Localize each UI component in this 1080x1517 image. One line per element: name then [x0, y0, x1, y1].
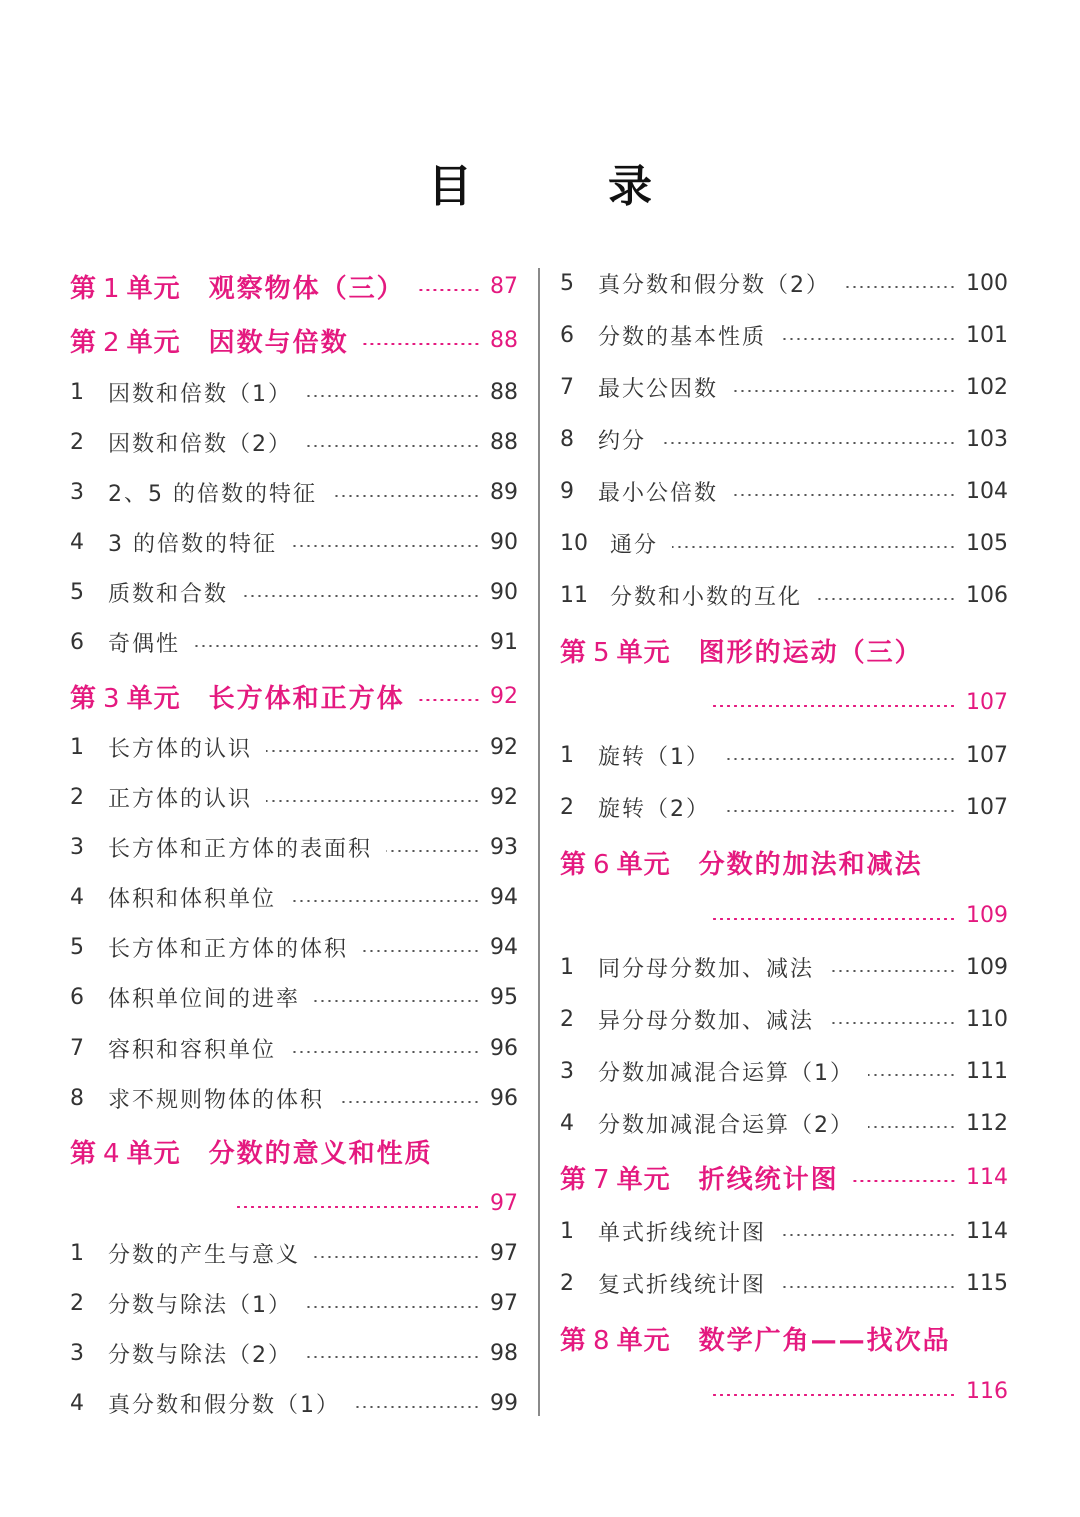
toc-unit-1[interactable] [70, 266, 518, 306]
page-number: 88 [490, 327, 518, 353]
toc-unit-2[interactable] [70, 320, 518, 360]
item-number: 2 [560, 1006, 574, 1032]
page-number: 97 [490, 1190, 518, 1216]
page-number: 96 [490, 1085, 518, 1111]
item-number: 9 [560, 478, 574, 504]
unit-title: 观察物体（三） [208, 273, 405, 304]
toc-item[interactable] [70, 777, 518, 817]
toc-item[interactable] [70, 727, 518, 767]
toc-item[interactable] [70, 1383, 518, 1423]
item-label: 质数和合数 [108, 581, 229, 607]
toc-unit-6[interactable] [560, 842, 1008, 882]
item-number: 5 [70, 934, 84, 960]
unit-title: 分数的意义和性质 [208, 1138, 433, 1169]
toc-item[interactable] [70, 877, 518, 917]
page-number: 114 [966, 1164, 1008, 1190]
toc-item[interactable] [560, 263, 1008, 303]
page-number: 90 [490, 579, 518, 605]
page-number: 104 [966, 478, 1008, 504]
page-number: 97 [490, 1290, 518, 1316]
item-number: 10 [560, 530, 588, 556]
item-label: 因数和倍数（2） [108, 431, 292, 457]
item-label: 真分数和假分数（2） [598, 272, 830, 298]
unit-number: 第 3 单元 [70, 683, 181, 714]
toc-item[interactable] [560, 575, 1008, 615]
toc-unit-4[interactable] [70, 1131, 518, 1171]
page-number: 97 [490, 1240, 518, 1266]
toc-item[interactable] [70, 1333, 518, 1373]
toc-unit-3[interactable] [70, 676, 518, 716]
page-number: 93 [490, 834, 518, 860]
item-number: 1 [560, 742, 574, 768]
page-number: 111 [966, 1058, 1008, 1084]
dot-leader [828, 970, 956, 972]
dot-leader [266, 750, 480, 752]
item-number: 5 [560, 270, 574, 296]
dot-leader [816, 598, 956, 600]
item-number: 1 [560, 1218, 574, 1244]
dot-leader [354, 1406, 480, 1408]
item-number: 3 [70, 834, 84, 860]
toc-item[interactable] [70, 1028, 518, 1068]
dot-leader [710, 705, 956, 707]
page-number: 101 [966, 322, 1008, 348]
toc-item[interactable] [560, 471, 1008, 511]
dot-leader [710, 1394, 956, 1396]
item-label: 长方体的认识 [108, 736, 253, 762]
page-title: 目 录 [428, 161, 698, 212]
item-number: 3 [560, 1058, 574, 1084]
page-number: 115 [966, 1270, 1008, 1296]
item-label: 分数加减混合运算（1） [598, 1060, 854, 1086]
dot-leader [290, 900, 480, 902]
unit-title: 长方体和正方体 [208, 683, 405, 714]
toc-item[interactable] [70, 572, 518, 612]
toc-item[interactable] [70, 472, 518, 512]
item-label: 求不规则物体的体积 [108, 1087, 325, 1113]
dot-leader [732, 390, 956, 392]
dot-leader [362, 950, 480, 952]
toc-item[interactable] [70, 977, 518, 1017]
dot-leader [724, 810, 956, 812]
item-number: 1 [70, 1240, 84, 1266]
toc-item[interactable] [560, 523, 1008, 563]
dot-leader [672, 546, 956, 548]
item-label: 复式折线统计图 [598, 1272, 767, 1298]
item-number: 7 [560, 374, 574, 400]
item-label: 3 的倍数的特征 [108, 531, 277, 557]
toc-item[interactable] [560, 999, 1008, 1039]
toc-item[interactable] [560, 315, 1008, 355]
page-number: 94 [490, 884, 518, 910]
item-label: 单式折线统计图 [598, 1220, 767, 1246]
toc-item[interactable] [560, 735, 1008, 775]
item-label: 同分母分数加、减法 [598, 956, 815, 982]
toc-unit-4-page[interactable] [70, 1183, 518, 1223]
unit-title: 数学广角——找次品 [698, 1325, 951, 1356]
item-label: 因数和倍数（1） [108, 381, 292, 407]
dot-leader [306, 1306, 480, 1308]
item-number: 2 [70, 784, 84, 810]
item-label: 长方体和正方体的体积 [108, 936, 349, 962]
dot-leader [868, 1126, 956, 1128]
page-number: 107 [966, 689, 1008, 715]
item-number: 4 [70, 884, 84, 910]
dot-leader [386, 850, 480, 852]
toc-item[interactable] [560, 367, 1008, 407]
page-number: 89 [490, 479, 518, 505]
toc-item[interactable] [560, 947, 1008, 987]
page-number: 95 [490, 984, 518, 1010]
item-label: 旋转（2） [598, 796, 710, 822]
column-divider [538, 268, 540, 1416]
dot-leader [780, 1286, 956, 1288]
item-number: 5 [70, 579, 84, 605]
unit-number: 第 8 单元 [560, 1325, 671, 1356]
unit-title: 因数与倍数 [208, 327, 349, 358]
dot-leader [853, 1180, 956, 1182]
page-number: 103 [966, 426, 1008, 452]
item-number: 1 [560, 954, 574, 980]
toc-item[interactable] [560, 1211, 1008, 1251]
page-number: 100 [966, 270, 1008, 296]
toc-item[interactable] [70, 1283, 518, 1323]
toc-item[interactable] [560, 1051, 1008, 1091]
dot-leader [306, 445, 480, 447]
dot-leader [314, 1256, 480, 1258]
item-label: 2、5 的倍数的特征 [108, 481, 317, 507]
dot-leader [828, 1022, 956, 1024]
toc-item[interactable] [70, 522, 518, 562]
item-number: 3 [70, 1340, 84, 1366]
page-number: 116 [966, 1378, 1008, 1404]
page-number: 87 [490, 273, 518, 299]
toc-item[interactable] [70, 422, 518, 462]
dot-leader [780, 338, 956, 340]
toc-item[interactable] [560, 1263, 1008, 1303]
item-number: 1 [70, 379, 84, 405]
item-label: 通分 [610, 532, 659, 558]
item-label: 分数和小数的互化 [610, 584, 803, 610]
item-label: 旋转（1） [598, 744, 710, 770]
item-number: 4 [560, 1110, 574, 1136]
page-number: 96 [490, 1035, 518, 1061]
item-number: 2 [70, 429, 84, 455]
dot-leader [780, 1234, 956, 1236]
dot-leader [338, 1101, 480, 1103]
page-number: 92 [490, 784, 518, 810]
toc-unit-6-page[interactable] [560, 895, 1008, 935]
toc-unit-7[interactable] [560, 1157, 1008, 1197]
page-number: 88 [490, 379, 518, 405]
page-number: 94 [490, 934, 518, 960]
toc-item[interactable] [70, 1233, 518, 1273]
toc-item[interactable] [70, 1078, 518, 1118]
toc-unit-5[interactable] [560, 630, 1008, 670]
dot-leader [236, 1206, 480, 1208]
page-number: 107 [966, 742, 1008, 768]
page-number: 106 [966, 582, 1008, 608]
page-number: 88 [490, 429, 518, 455]
dot-leader [194, 645, 480, 647]
page-number: 102 [966, 374, 1008, 400]
page-number: 112 [966, 1110, 1008, 1136]
item-label: 分数的产生与意义 [108, 1242, 301, 1268]
dot-leader [291, 545, 480, 547]
toc-unit-8-page[interactable] [560, 1371, 1008, 1411]
page-number: 109 [966, 954, 1008, 980]
dot-leader [290, 1051, 480, 1053]
page-number: 92 [490, 683, 518, 709]
item-number: 6 [560, 322, 574, 348]
unit-title: 分数的加法和减法 [698, 849, 923, 880]
item-label: 体积和体积单位 [108, 886, 277, 912]
unit-number: 第 4 单元 [70, 1138, 181, 1169]
page-number: 98 [490, 1340, 518, 1366]
item-label: 奇偶性 [108, 631, 181, 657]
unit-number: 第 7 单元 [560, 1164, 671, 1195]
item-number: 6 [70, 629, 84, 655]
item-label: 真分数和假分数（1） [108, 1392, 340, 1418]
dot-leader [331, 495, 480, 497]
item-number: 2 [70, 1290, 84, 1316]
page-number: 109 [966, 902, 1008, 928]
dot-leader [660, 442, 956, 444]
dot-leader [710, 918, 956, 920]
unit-title: 折线统计图 [698, 1164, 839, 1195]
item-label: 体积单位间的进率 [108, 986, 301, 1012]
unit-number: 第 1 单元 [70, 273, 181, 304]
item-number: 2 [560, 794, 574, 820]
page-number: 91 [490, 629, 518, 655]
toc-item[interactable] [70, 372, 518, 412]
item-number: 11 [560, 582, 588, 608]
item-number: 4 [70, 1390, 84, 1416]
dot-leader [266, 800, 480, 802]
page-number: 114 [966, 1218, 1008, 1244]
item-label: 分数与除法（1） [108, 1292, 292, 1318]
page-number: 107 [966, 794, 1008, 820]
page-number: 99 [490, 1390, 518, 1416]
dot-leader [732, 494, 956, 496]
dot-leader [242, 595, 480, 597]
toc-unit-8[interactable] [560, 1318, 1008, 1358]
toc-item[interactable] [70, 927, 518, 967]
page-number: 90 [490, 529, 518, 555]
item-label: 容积和容积单位 [108, 1037, 277, 1063]
toc-item[interactable] [560, 1103, 1008, 1143]
unit-number: 第 6 单元 [560, 849, 671, 880]
item-number: 1 [70, 734, 84, 760]
item-number: 8 [560, 426, 574, 452]
item-label: 分数的基本性质 [598, 324, 767, 350]
unit-title: 图形的运动（三） [698, 637, 923, 668]
item-label: 异分母分数加、减法 [598, 1008, 815, 1034]
item-label: 分数与除法（2） [108, 1342, 292, 1368]
item-label: 最大公因数 [598, 376, 719, 402]
page-number: 92 [490, 734, 518, 760]
item-number: 4 [70, 529, 84, 555]
item-number: 8 [70, 1085, 84, 1111]
item-label: 分数加减混合运算（2） [598, 1112, 854, 1138]
item-number: 2 [560, 1270, 574, 1296]
item-number: 6 [70, 984, 84, 1010]
page-number: 110 [966, 1006, 1008, 1032]
page-number: 105 [966, 530, 1008, 556]
dot-leader [844, 286, 956, 288]
dot-leader [419, 699, 480, 701]
toc-item[interactable] [70, 622, 518, 662]
toc-item[interactable] [560, 787, 1008, 827]
item-number: 7 [70, 1035, 84, 1061]
dot-leader [306, 395, 480, 397]
toc-item[interactable] [560, 419, 1008, 459]
item-number: 3 [70, 479, 84, 505]
dot-leader [363, 343, 480, 345]
dot-leader [419, 289, 480, 291]
unit-number: 第 5 单元 [560, 637, 671, 668]
item-label: 正方体的认识 [108, 786, 253, 812]
dot-leader [724, 758, 956, 760]
toc-unit-5-page[interactable] [560, 682, 1008, 722]
unit-number: 第 2 单元 [70, 327, 181, 358]
dot-leader [314, 1000, 480, 1002]
item-label: 长方体和正方体的表面积 [108, 836, 373, 862]
dot-leader [868, 1074, 956, 1076]
toc-item[interactable] [70, 827, 518, 867]
dot-leader [306, 1356, 480, 1358]
item-label: 约分 [598, 428, 647, 454]
item-label: 最小公倍数 [598, 480, 719, 506]
